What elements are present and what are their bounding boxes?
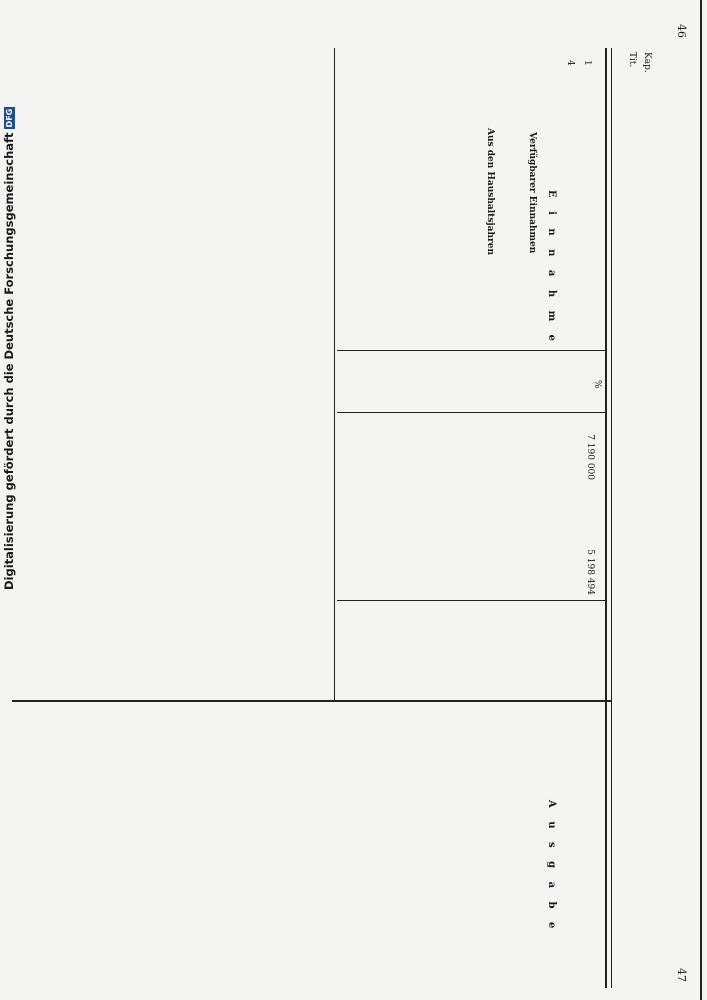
column-rule-a xyxy=(337,350,607,351)
left-number-2: 4 xyxy=(565,60,575,66)
left-page-number: 46 xyxy=(675,24,688,38)
amount-b-1: 5 198 494 xyxy=(585,549,595,595)
header-rule-2 xyxy=(605,48,607,988)
left-header-title: E i n n a h m e xyxy=(546,190,557,347)
top-rule xyxy=(700,0,702,1000)
dfg-badge: DFG xyxy=(5,108,14,128)
dfg-credit xyxy=(2,107,16,590)
middle-divider xyxy=(12,700,612,702)
header-rule-1 xyxy=(611,48,612,988)
column-rule-c xyxy=(337,600,607,601)
amount-a-1: 7 190 000 xyxy=(585,434,595,480)
table-bottom-rule xyxy=(334,48,335,700)
dfg-credit-text: Digitalisierung gefördert durch die Deutsche Forschungsgemeinschaft xyxy=(2,132,16,590)
column-head-tit: Tit. xyxy=(627,52,637,68)
left-number-1: 1 xyxy=(582,60,592,66)
block-title: Aus den Haushaltsjahren xyxy=(485,128,495,256)
percent-col-head: % xyxy=(592,380,602,389)
section-title: Verfügbarer Einnahmen xyxy=(527,132,537,254)
column-head-kap: Kap. xyxy=(642,52,652,73)
column-rule-b xyxy=(337,412,607,413)
right-header-title: A u s g a b e xyxy=(546,800,557,934)
right-page-number: 47 xyxy=(675,968,688,982)
